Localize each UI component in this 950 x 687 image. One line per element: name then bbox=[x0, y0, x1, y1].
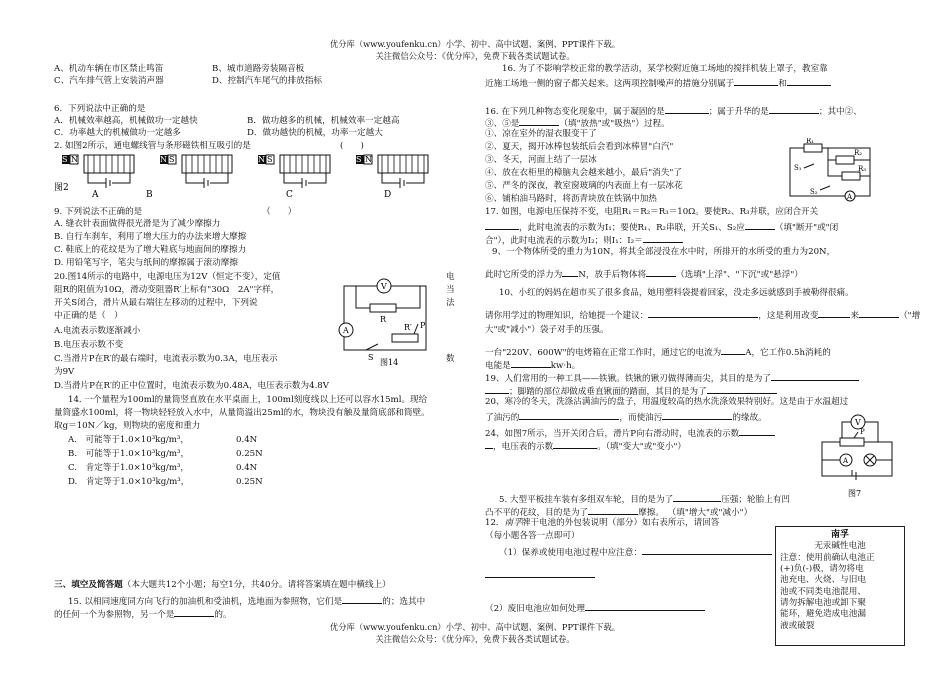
q20r-blank-2[interactable] bbox=[662, 410, 732, 420]
q10-line-2: 请你用学过的物理知识，给她提一个建议： ，这是利用改变 来 （"增 bbox=[485, 308, 920, 323]
q5-blank-1[interactable] bbox=[673, 492, 721, 502]
noise-option-a: A、机动车辆在市区禁止鸣笛 bbox=[54, 64, 164, 74]
svg-text:S: S bbox=[267, 155, 273, 164]
q10-blank-3[interactable] bbox=[859, 308, 899, 318]
q20r-line-1: 20、寒冷的冬天，洗涤沾满油污的盘子，用温度较高的热水洗涤效果特别好。这是由于水温超过 bbox=[485, 397, 849, 407]
q10-blank-1[interactable] bbox=[648, 308, 758, 318]
q20-option-c-cont: 为9V bbox=[54, 367, 75, 377]
q14-option-d: D. 肯定等于1.0×10³kg/m³， bbox=[68, 477, 190, 487]
figure-7-label: 图7 bbox=[848, 489, 862, 498]
q9-answer-paren: （ ） bbox=[262, 207, 297, 217]
q5-line-2: 凸不平的花纹，目的是为了 摩擦。 （填"增大"或"减小"） bbox=[485, 505, 752, 520]
q9r-line-1: 9、一个物体所受的重力为10N，将其全部浸没在水中时，所排开的水所受的重力为20N， bbox=[492, 247, 836, 257]
rheostat-r-prime bbox=[392, 334, 418, 342]
q16b-item-6: ⑥、铺柏油马路时，将沥青块放在铁锅中加热 bbox=[485, 194, 657, 204]
q16b-item-5: ⑤、严冬的深夜，教室窗玻璃的内表面上有一层冰花 bbox=[485, 181, 683, 191]
figure-2-solenoids bbox=[54, 153, 454, 203]
svg-text:S: S bbox=[356, 155, 362, 164]
noise-option-b: B、城市道路旁装隔音板 bbox=[212, 64, 305, 74]
svg-text:N: N bbox=[71, 155, 78, 164]
svg-text:A: A bbox=[343, 326, 349, 335]
q9-option-c: C. 鞋底上的花纹是为了增大鞋底与地面间的摩擦力 bbox=[54, 245, 247, 255]
q12-part-1: （1）保养或使用电池过程中应注意： bbox=[499, 545, 772, 560]
q16a-blank-1[interactable] bbox=[734, 76, 778, 86]
q12-blank-3[interactable] bbox=[585, 601, 705, 611]
q6-option-d: D．做功越快的机械，功率一定越大 bbox=[247, 128, 383, 138]
svg-text:R₂: R₂ bbox=[854, 149, 863, 157]
q5-line-1: 5. 大型平板挂车装有多组双车轮，目的是为了 压强；轮胎上有凹 bbox=[499, 492, 790, 507]
q12-blank-2[interactable] bbox=[485, 568, 595, 578]
q24-blank-1[interactable] bbox=[739, 426, 775, 436]
q19-blank-2[interactable] bbox=[485, 384, 509, 394]
q14-line-2: 量筒盛水100ml，将一物块轻轻放入水中，从量筒溢出25ml的水，物块没有触及量筒底部和筒壁。 bbox=[54, 408, 430, 418]
q6-option-a: A．机械效率越高，机械做功一定越快 bbox=[54, 116, 198, 126]
svg-text:P: P bbox=[860, 428, 865, 436]
q16b-blank-2[interactable] bbox=[769, 104, 819, 114]
svg-text:A: A bbox=[843, 457, 849, 465]
q20-option-a: A.电流表示数逐渐减小 bbox=[54, 326, 141, 336]
q20-line-1: 20.图14所示的电路中，电源电压为12V（恒定不变），定值 bbox=[54, 272, 281, 282]
q14-option-b: B. 可能等于1.0×10³kg/m³， bbox=[68, 449, 190, 459]
noise-option-d: D、控制汽车尾气的排放指标 bbox=[212, 76, 323, 86]
svg-text:C: C bbox=[286, 190, 293, 200]
q10-line-3: 大"或"减小"）袋子对手的压强。 bbox=[485, 325, 609, 335]
svg-text:S₁: S₁ bbox=[794, 164, 802, 172]
q14-option-a: A. 可能等于1.0×10³kg/m³， bbox=[68, 435, 189, 445]
q16b-line-1: 16. 在下列几种物态变化现象中，属于凝固的是 ；属于升华的是 ；其中②、 bbox=[485, 104, 862, 119]
q16a-line-1: 16. 为了不影响学校正常的教学活动，某学校附近施工场地的搅拌机装上罩子，教室靠 bbox=[502, 64, 828, 74]
battery-note-5: 请勿拆解电池或卸下聚 bbox=[780, 598, 866, 609]
q10-blank-2[interactable] bbox=[818, 308, 850, 318]
figure-7-circuit bbox=[812, 414, 902, 500]
q9-option-b: B. 自行车刹车，利用了增大压力的办法来增大摩擦 bbox=[54, 232, 247, 242]
battery-brand: 南孚 bbox=[830, 530, 849, 540]
q20-side-1: 电 bbox=[446, 272, 455, 282]
q24-blank-3[interactable] bbox=[553, 439, 597, 449]
svg-text:R₃: R₃ bbox=[858, 165, 867, 173]
q17-blank-3[interactable] bbox=[643, 233, 683, 243]
q9r-line-2: 此时它所受的浮力为 N，放手后物体将 （选填"上浮"、"下沉"或"悬浮"） bbox=[485, 267, 803, 282]
q14-line-3: 取g＝10N／kg，则物块的密度和重力 bbox=[54, 421, 201, 431]
q5-blank-2[interactable] bbox=[588, 505, 638, 515]
q9-option-d: D. 用铅笔写字，笔尖与纸间的摩擦属于滚动摩擦 bbox=[54, 258, 238, 268]
footer-line-1: 优分库（www.youfenku.cn）小学、初中、高中试题、案例、PPT课件下载。 bbox=[329, 622, 621, 632]
svg-text:N: N bbox=[258, 155, 265, 164]
battery-note-6: 能环，避免造成电池漏 bbox=[780, 609, 866, 620]
q19-blank-1[interactable] bbox=[771, 371, 859, 381]
svg-text:S: S bbox=[368, 353, 374, 362]
q20-option-c: C.当滑片P在R′的最右端时，电流表示数为0.3A，电压表示 bbox=[54, 354, 278, 364]
q20r-line-2: 了油污的 ，而使油污 的缘故。 bbox=[485, 410, 767, 425]
noise-option-c: C、汽车排气管上安装消声器 bbox=[54, 76, 164, 86]
q16b-blank-1[interactable] bbox=[665, 104, 709, 114]
figure-14-circuit bbox=[336, 272, 436, 368]
q14-option-a-value: 0.4N bbox=[236, 435, 258, 445]
q16b-item-1: ①、凉在室外的湿衣服变干了 bbox=[485, 129, 597, 139]
q9r-blank-2[interactable] bbox=[646, 267, 676, 277]
q6-stem: 6．下列说法中正确的是 bbox=[54, 104, 146, 114]
svg-text:P: P bbox=[420, 321, 426, 330]
svg-text:A: A bbox=[847, 193, 853, 201]
q20-line-4: 中正确的是（ ） bbox=[54, 311, 123, 321]
q15-line-2: 的任何一个为参照物，另一个是 的。 bbox=[54, 607, 232, 622]
svg-text:R: R bbox=[380, 315, 387, 324]
battery-note-4: 池或不同类电池混用、 bbox=[780, 586, 866, 597]
q17-circuit bbox=[784, 138, 876, 206]
resistor-r bbox=[370, 304, 396, 312]
q15-line-1: 15. 以相同速度同方向飞行的加油机和受油机，选地面为参照物，它们是 的；选其中 bbox=[68, 594, 425, 609]
svg-text:A: A bbox=[92, 190, 99, 200]
svg-text:V: V bbox=[855, 418, 861, 427]
q20-option-c-side: 数 bbox=[446, 354, 455, 364]
header-line-1: 优分库（www.youfenku.cn）小学、初中、高中试题、案例、PPT课件下载。 bbox=[329, 39, 621, 49]
q20-option-d: D.当滑片P在R′的正中位置时，电流表示数为0.48A，电压表示数为4.8V bbox=[54, 381, 329, 391]
q12-line-1: 12．南孚牌干电池的外包装说明（部分）如右表所示，请回答 bbox=[485, 518, 720, 528]
battery-subtitle: 无汞碱性电池 bbox=[814, 541, 866, 552]
q12-part-1-line bbox=[485, 568, 595, 583]
svg-text:S: S bbox=[62, 155, 68, 164]
battery-note-7: 液或破裂 bbox=[780, 620, 815, 631]
q16b-item-4: ④、放在衣柜里的樟脑丸会越来越小，最后"消失"了 bbox=[485, 168, 682, 178]
q12-part-2: （2）废旧电池应如何处理 bbox=[485, 601, 705, 616]
q12-line-2: （每小题各答一点即可） bbox=[485, 531, 580, 541]
svg-text:V: V bbox=[381, 282, 387, 291]
figure-2-label: 图2 bbox=[54, 183, 69, 193]
q24-line-1: 24、如图7所示，当开关闭合后，滑片P向右滑动时，电流表的示数 bbox=[485, 426, 775, 441]
solenoid-option-d bbox=[356, 155, 428, 200]
q17-line-1: 17. 如图，电源电压保持不变，电阻R₁＝R₂＝R₃＝10Ω。要使R₂、R₃并联，应闭合开关 bbox=[485, 207, 819, 217]
footer-line-2: 关注微信公众号：《优分库》，免费下载各类试题试卷。 bbox=[375, 634, 575, 644]
section-3-heading: 三、填空及简答题（本大题共12个小题；每空1分，共40分。请将答案填在题中横线上） bbox=[54, 580, 391, 590]
q20-side-2: 当 bbox=[446, 285, 455, 295]
q9r-blank-1[interactable] bbox=[562, 267, 578, 277]
q6-option-c: C．功率越大的机械做功一定越多 bbox=[54, 128, 181, 138]
q19-line-2: ；脚踏的部位却做成垂直锹面的踏面，其目的是为了 bbox=[485, 384, 777, 399]
solenoid-option-b bbox=[146, 155, 232, 200]
q9-option-a: A. 缝衣针表面做得很光滑是为了减少摩擦力 bbox=[54, 219, 221, 229]
battery-note-2: (+)负(-)极，请勿将电 bbox=[780, 564, 864, 575]
q17-line-3: 合"），此时电流表的示数为I₂；则I₁：I₂＝ bbox=[485, 233, 683, 248]
q20r-blank-1[interactable] bbox=[519, 410, 619, 420]
q12-blank-1[interactable] bbox=[642, 545, 772, 555]
q19-line-1: 19、人们常用的一种工具——铁锹。铁锹的锹刃做得薄而尖，其目的是为了 bbox=[485, 371, 859, 386]
q6-option-b: B．做功越多的机械，机械效率一定越高 bbox=[247, 116, 400, 126]
q16a-line-2: 近施工场地一侧的窗子都关起来。这两项控制噪声的措施分别属于 和 bbox=[485, 76, 831, 91]
q16b-blank-3[interactable] bbox=[519, 116, 559, 126]
svg-text:N: N bbox=[365, 155, 372, 164]
battery-note-1: 注意：使用前确认电池正 bbox=[780, 552, 875, 563]
q-oven-blank-1[interactable] bbox=[721, 345, 745, 355]
q20-option-b: B.电压表示数不变 bbox=[54, 340, 124, 350]
svg-text:D: D bbox=[384, 190, 392, 200]
figure-14-label: 图14 bbox=[380, 358, 399, 367]
q14-option-b-value: 0.25N bbox=[236, 449, 263, 459]
svg-text:S: S bbox=[169, 155, 175, 164]
q2-answer-paren: ( ) bbox=[340, 141, 364, 151]
q20-line-3: 开关S闭合，滑片从最右端往左移动的过程中，下列说 bbox=[54, 298, 258, 308]
svg-text:N: N bbox=[160, 155, 167, 164]
q24-blank-2[interactable] bbox=[485, 439, 493, 449]
q20-line-2: 阻R的阻值为10Ω，滑动变阻器R′上标有"30Ω 2A"字样， bbox=[54, 285, 280, 295]
q-oven-blank-2[interactable] bbox=[511, 358, 551, 368]
q15-blank-1[interactable] bbox=[342, 594, 382, 604]
svg-text:S₂: S₂ bbox=[810, 188, 818, 196]
q14-option-c-value: 0.4N bbox=[236, 463, 258, 473]
q19-blank-3[interactable] bbox=[707, 384, 777, 394]
q16b-item-3: ③、冬天，河面上结了一层冰 bbox=[485, 155, 597, 165]
svg-text:R′: R′ bbox=[404, 323, 412, 332]
solenoid-option-c bbox=[258, 155, 330, 200]
q14-line-1: 14. 一个量程为100ml的量筒竖直放在水平桌面上，100ml刻度线以上还可以容水15ml。现给 bbox=[68, 395, 428, 405]
q16b-line-2: ③、⑤是 （填"放热"或"吸热"）过程。 bbox=[485, 116, 670, 131]
q14-option-d-value: 0.25N bbox=[236, 477, 263, 487]
q2-stem: 2. 如图2所示，通电螺线管与条形磁铁相互吸引的是 bbox=[54, 141, 251, 151]
q16a-blank-2[interactable] bbox=[787, 76, 831, 86]
svg-text:B: B bbox=[146, 190, 153, 200]
battery-note-3: 池充电、火烧、与旧电 bbox=[780, 575, 866, 586]
q15-blank-2[interactable] bbox=[174, 607, 214, 617]
solenoid-option-a bbox=[62, 155, 134, 200]
q17-blank-1[interactable] bbox=[485, 220, 519, 230]
q10-line-1: 10、小红的妈妈在超市买了很多食品，她用塑料袋提着回家，没走多远就感到手被勒得很痛。 bbox=[499, 288, 854, 298]
q17-line-2: ，此时电流表的示数为I₁；要使R₁、R₂串联，开关S₁、S₂应 （填"断开"或"闭 bbox=[485, 220, 838, 235]
q16b-item-2: ②、夏天，揭开冰棒包装纸后会看到冰棒冒"白汽" bbox=[485, 142, 674, 152]
q17-blank-2[interactable] bbox=[745, 220, 775, 230]
q14-option-c: C. 肯定等于1.0×10³kg/m³， bbox=[68, 463, 190, 473]
q20-side-3: 法 bbox=[446, 298, 455, 308]
header-line-2: 关注微信公众号：《优分库》，免费下载各类试题试卷。 bbox=[375, 51, 575, 61]
q9-stem: 9. 下列说法不正确的是 bbox=[54, 207, 143, 217]
svg-text:R₁: R₁ bbox=[806, 138, 815, 145]
q-oven-line-2: 电能是 kw·h。 bbox=[485, 358, 580, 373]
q-oven-line-1: 一台"220V、600W"的电烤箱在正常工作时，通过它的电流为 A，它工作0.5h消耗的 bbox=[485, 345, 831, 360]
q24-line-2: ，电压表的示数 。（填"变大"或"变小"） bbox=[485, 439, 686, 454]
